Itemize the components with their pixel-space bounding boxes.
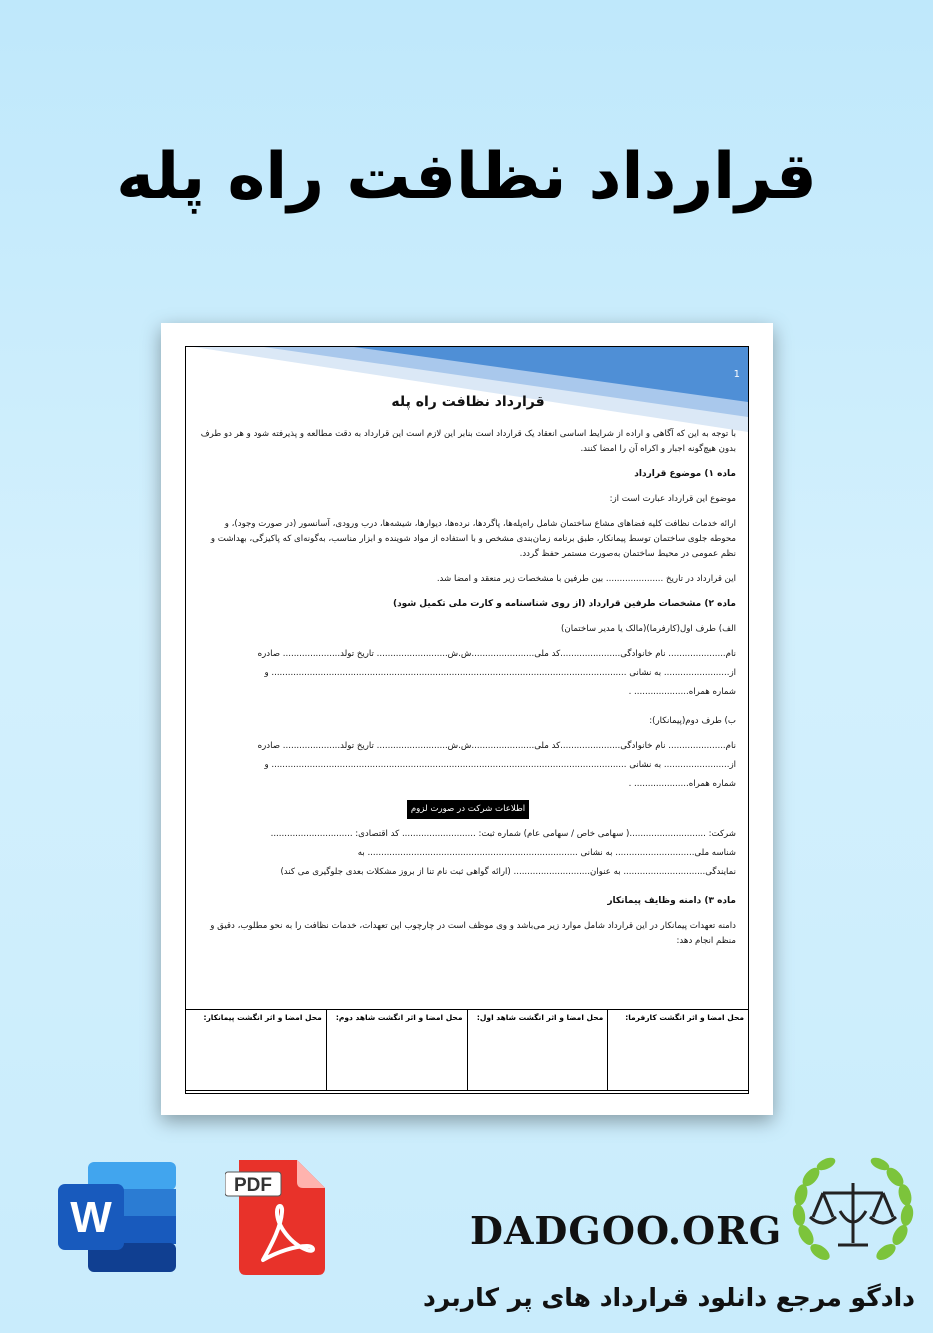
party-a-line-3: شماره همراه.................... . xyxy=(628,687,736,697)
signature-cell-witness-2: محل امضا و اثر انگشت شاهد دوم: xyxy=(326,1010,467,1090)
intro-paragraph: با توجه به این که آگاهی و اراده از شرایط اساسی انعقاد یک قرارداد است بنابر این لازم است این قرارداد به دقت مطالعه و پذیرفته شود و هر دو طرف بدون هیچ‌گونه اجبار و اکراه آن را امضا کنند. xyxy=(200,429,736,454)
signature-cell-witness-1: محل امضا و اثر انگشت شاهد اول: xyxy=(467,1010,608,1090)
tagline: دادگو مرجع دانلود قرارداد های پر کاربرد xyxy=(422,1283,915,1312)
party-a-line-2: از........................ به نشانی .................................................................................................................................. و xyxy=(264,668,736,678)
party-a-heading: الف) طرف اول(کارفرما)(مالک یا مدیر ساختمان) xyxy=(561,624,736,634)
word-icon-letter: W xyxy=(70,1193,112,1242)
document-title: قرارداد نظافت راه پله xyxy=(391,394,545,410)
signature-table xyxy=(186,1009,748,1091)
article-2-heading: ماده ۲) مشخصات طرفین قرارداد (از روی شناسنامه و کارت ملی تکمیل شود) xyxy=(392,599,736,609)
article-1-body: ارائه خدمات نظافت کلیه فضاهای مشاع ساختمان شامل راه‌پله‌ها، پاگردها، نرده‌ها، دیوارها، شیشه‌ها، درب ورودی، آسانسور (در صورت وجود)، و محوطه جلوی ساختمان توسط پیمانکار، طبق برنامه زمان‌بندی مشخص و با استفاده از مواد شوینده و ابزار مناسب، به‌گونه‌ای که پاکیزگی، بهداشت و نظم عمومی در محیط ساختمان به‌صورت مستمر حفظ گردد. xyxy=(210,519,736,559)
word-icon[interactable] xyxy=(58,1162,176,1272)
article-3-body: دامنه تعهدات پیمانکار در این قرارداد شامل موارد زیر می‌باشد و وی موظف است در چارچوب این تعهدات، خدمات نظافت را به نحو مطلوب، دقیق و منظم انجام دهد: xyxy=(210,921,736,946)
party-b-heading: ب) طرف دوم(پیمانکار): xyxy=(649,716,736,726)
company-line-2: شناسه ملی............................. به نشانی ............................................................................. به xyxy=(357,848,736,858)
article-1-lead: موضوع این قرارداد عبارت است از: xyxy=(609,494,736,504)
signature-cell-contractor: محل امضا و اثر انگشت پیمانکار: xyxy=(203,1013,322,1022)
party-a-line-1: نام..................... نام خانوادگی......................کد ملی.......................ش.ش.......................... تاریخ تولد..................... صادره xyxy=(257,649,736,659)
document-preview xyxy=(161,323,773,1115)
company-line-1: شرکت: ............................( سهامی خاص / سهامی عام) شماره ثبت: ........................... کد اقتصادی: .............................. xyxy=(270,829,736,839)
pdf-icon[interactable] xyxy=(225,1160,325,1275)
page-title: قرارداد نظافت راه پله xyxy=(116,140,817,214)
pdf-icon-label: PDF xyxy=(234,1175,272,1196)
contract-date-line: این قرارداد در تاریخ ..................... بین طرفین با مشخصات زیر منعقد و امضا شد. xyxy=(436,574,736,584)
page-number: 1 xyxy=(733,369,740,380)
article-3-heading: ماده ۳) دامنه وظایف پیمانکار xyxy=(607,896,736,906)
document-body xyxy=(200,385,736,959)
company-info-badge: اطلاعات شرکت در صورت لزوم xyxy=(407,800,529,819)
party-b-line-1: نام..................... نام خانوادگی......................کد ملی.......................ش.ش.......................... تاریخ تولد..................... صادره xyxy=(257,741,736,751)
party-b-line-2: از........................ به نشانی .................................................................................................................................. و xyxy=(264,760,736,770)
site-name[interactable]: DADGOO.ORG xyxy=(470,1208,783,1253)
scales-of-justice-logo-icon xyxy=(790,1155,916,1273)
document-page-frame xyxy=(185,346,749,1094)
article-1-heading: ماده ۱) موضوع قرارداد xyxy=(634,469,736,479)
company-line-3: نمایندگی.............................. به عنوان............................ (ارائه گواهی ثبت نام تنا از بروز مشکلات بعدی جلوگیری می کند) xyxy=(280,867,736,877)
party-b-line-3: شماره همراه.................... . xyxy=(628,779,736,789)
signature-cell-employer: محل امضا و اثر انگشت کارفرما: xyxy=(607,1010,748,1090)
